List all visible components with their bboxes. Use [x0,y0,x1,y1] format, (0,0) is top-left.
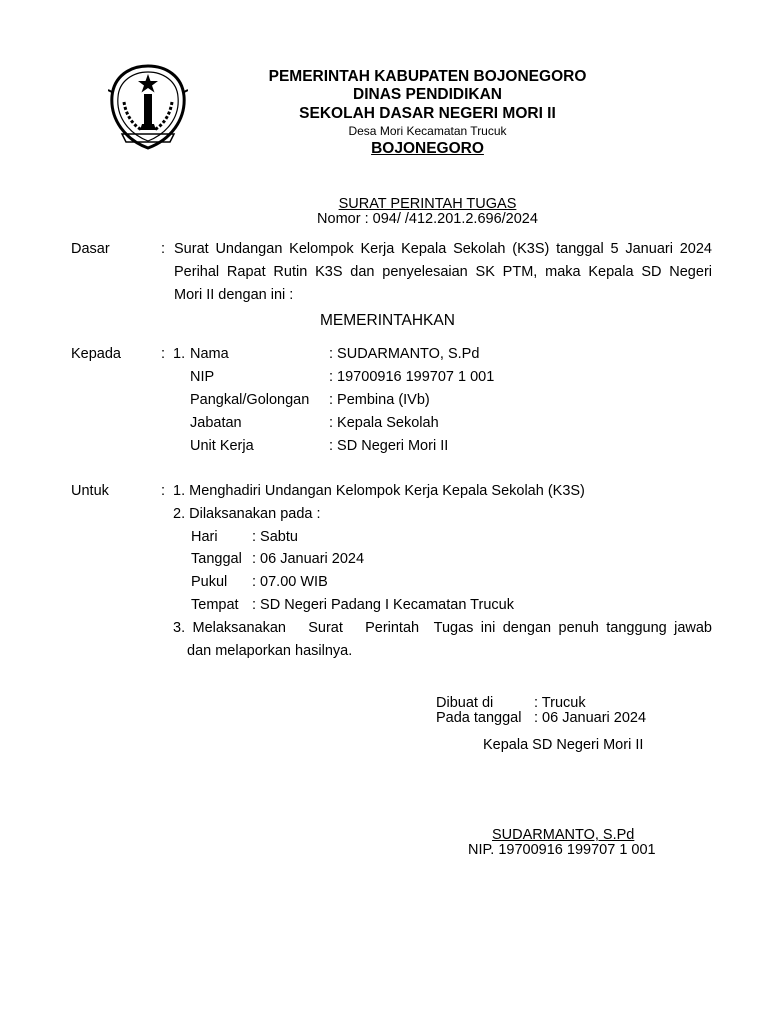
kepada-position-label: Jabatan [190,415,242,431]
date-label: Pada tanggal [436,710,522,726]
signatory-name: SUDARMANTO, S.Pd [492,827,635,843]
command-heading: MEMERINTAHKAN [320,312,455,329]
kepada-rank-value: : Pembina (IVb) [329,392,430,408]
kepada-nip-label: NIP [190,369,215,385]
header-address: Desa Mori Kecamatan Trucuk [348,124,507,138]
kepada-rank-label: Pangkal/Golongan [190,392,310,408]
signatory-nip: NIP. 19700916 199707 1 001 [468,842,656,858]
kepada-number: 1. [173,346,186,362]
kepada-unit-value: : SD Negeri Mori II [329,438,449,454]
kepada-name-label: Nama [190,346,229,362]
schedule-place-value: : SD Negeri Padang I Kecamatan Trucuk [252,597,514,613]
untuk-item-3-line-1: 3. Melaksanakan Surat Perintah Tugas ini dengan penuh tanggung jawab [173,620,712,636]
header-city: BOJONEGORO [371,140,484,157]
signatory-position: Kepala SD Negeri Mori II [483,737,644,753]
date-value: : 06 Januari 2024 [534,710,647,726]
kepada-position-value: : Kepala Sekolah [329,415,439,431]
header-department: DINAS PENDIDIKAN [353,86,502,103]
schedule-date-label: Tanggal [191,551,242,567]
header-school: SEKOLAH DASAR NEGERI MORI II [299,105,556,122]
regency-emblem-icon [108,62,188,152]
schedule-day-value: : Sabtu [252,529,298,545]
made-at-value: : Trucuk [534,695,586,711]
made-at-label: Dibuat di [436,695,494,711]
letter-number: Nomor : 094/ /412.201.2.696/2024 [317,211,538,227]
schedule-time-value: : 07.00 WIB [252,574,328,590]
kepada-label: Kepada [71,346,121,362]
schedule-date-value: : 06 Januari 2024 [252,551,365,567]
schedule-day-label: Hari [191,529,218,545]
schedule-place-label: Tempat [191,597,239,613]
untuk-colon: : [161,483,166,499]
dasar-line-2: Perihal Rapat Rutin K3S dan penyelesaian SK PTM, maka Kepala SD Negeri [174,264,712,280]
untuk-item-3-line-2: dan melaporkan hasilnya. [187,643,353,659]
dasar-label: Dasar [71,241,110,257]
dasar-colon: : [161,241,166,257]
kepada-unit-label: Unit Kerja [190,438,254,454]
dasar-line-3: Mori II dengan ini : [174,287,294,303]
kepada-colon: : [161,346,166,362]
header-government: PEMERINTAH KABUPATEN BOJONEGORO [268,68,587,85]
kepada-name-value: : SUDARMANTO, S.Pd [329,346,480,362]
untuk-item-2: 2. Dilaksanakan pada : [173,506,321,522]
untuk-label: Untuk [71,483,109,499]
untuk-item-1: 1. Menghadiri Undangan Kelompok Kerja Kepala Sekolah (K3S) [173,483,585,499]
kepada-nip-value: : 19700916 199707 1 001 [329,369,495,385]
schedule-time-label: Pukul [191,574,228,590]
dasar-line-1: Surat Undangan Kelompok Kerja Kepala Sekolah (K3S) tanggal 5 Januari 2024 [174,241,712,257]
letter-title: SURAT PERINTAH TUGAS [338,196,517,212]
